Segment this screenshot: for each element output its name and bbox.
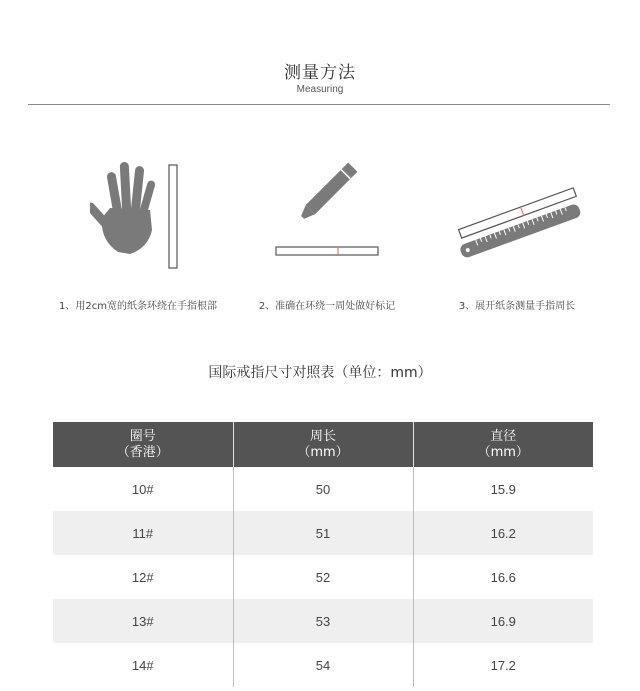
table-header-row <box>53 422 593 467</box>
table-row <box>53 467 593 511</box>
hand-icon <box>90 150 190 279</box>
ring-size-table <box>53 422 593 687</box>
cell-diameter: 16.9 <box>413 599 593 643</box>
cell-size: 13# <box>53 599 233 643</box>
table-row <box>53 643 593 687</box>
table-row <box>53 511 593 555</box>
table-row <box>53 555 593 599</box>
page-subtitle: Measuring <box>296 84 344 95</box>
cell-circumference: 51 <box>233 511 413 555</box>
ruler-icon <box>453 150 588 269</box>
table-title: 国际戒指尺寸对照表（单位：mm） <box>208 365 432 381</box>
cell-circumference: 52 <box>233 555 413 599</box>
step-1-caption: 1、用2cm宽的纸条环绕在手指根部 <box>59 301 217 312</box>
header-circumference: 周长 （mm） <box>233 422 413 467</box>
page-title: 测量方法 <box>284 63 356 83</box>
cell-size: 12# <box>53 555 233 599</box>
cell-circumference: 53 <box>233 599 413 643</box>
cell-diameter: 16.6 <box>413 555 593 599</box>
cell-circumference: 54 <box>233 643 413 687</box>
cell-size: 10# <box>53 467 233 511</box>
cell-size: 11# <box>53 511 233 555</box>
header-diameter: 直径 （mm） <box>413 422 593 467</box>
table-row <box>53 599 593 643</box>
cell-size: 14# <box>53 643 233 687</box>
cell-circumference: 50 <box>233 467 413 511</box>
cell-diameter: 16.2 <box>413 511 593 555</box>
step-3-caption: 3、展开纸条测量手指周长 <box>458 301 576 312</box>
pencil-icon <box>272 150 382 269</box>
step-2-caption: 2、准确在环绕一周处做好标记 <box>258 301 396 312</box>
cell-diameter: 17.2 <box>413 643 593 687</box>
cell-diameter: 15.9 <box>413 467 593 511</box>
divider <box>28 104 610 105</box>
header-size: 圈号 （香港） <box>53 422 233 467</box>
